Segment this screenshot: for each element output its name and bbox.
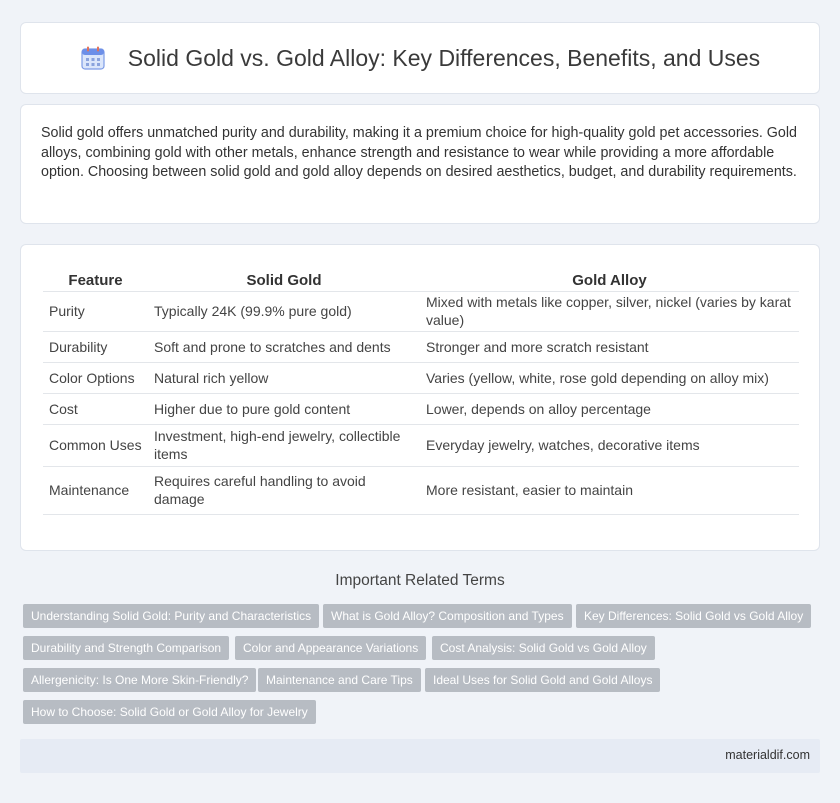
solid-gold-cell: Higher due to pure gold content — [148, 393, 420, 424]
feature-cell: Color Options — [43, 362, 148, 393]
intro-text: Solid gold offers unmatched purity and durability, making it a premium choice for high-quality gold pet accessories. Gold alloys, combining gold with other metals, enhance strength and resistance to wear while providing a more affordable option. Choosing between solid gold and gold alloy depends on desired aesthetics, budget, and durability requirements. — [41, 125, 798, 180]
table-row — [43, 331, 799, 362]
solid-gold-cell: Investment, high-end jewelry, collectible items — [148, 424, 420, 466]
related-tag[interactable]: Key Differences: Solid Gold vs Gold Alloy — [576, 604, 811, 628]
gold-alloy-cell: Mixed with metals like copper, silver, nickel (varies by karat value) — [420, 291, 799, 331]
feature-cell: Durability — [43, 331, 148, 362]
feature-cell: Maintenance — [43, 466, 148, 514]
feature-cell: Cost — [43, 393, 148, 424]
gold-alloy-cell: Lower, depends on alloy percentage — [420, 393, 799, 424]
header-card — [20, 22, 820, 94]
related-tag[interactable]: Ideal Uses for Solid Gold and Gold Alloys — [425, 668, 660, 692]
related-tag[interactable]: What is Gold Alloy? Composition and Types — [323, 604, 572, 628]
page-title: Solid Gold vs. Gold Alloy: Key Differences, Benefits, and Uses — [127, 44, 761, 71]
column-header-feature: Feature — [43, 263, 148, 291]
calendar-icon — [80, 45, 106, 71]
comparison-table — [43, 263, 799, 515]
feature-cell: Purity — [43, 291, 148, 331]
solid-gold-cell: Typically 24K (99.9% pure gold) — [148, 291, 420, 331]
footer-site-name[interactable]: materialdif.com — [725, 748, 810, 762]
feature-cell: Common Uses — [43, 424, 148, 466]
related-tag[interactable]: Allergenicity: Is One More Skin-Friendly? — [23, 668, 256, 692]
gold-alloy-cell: Everyday jewelry, watches, decorative items — [420, 424, 799, 466]
table-row — [43, 424, 799, 466]
related-tag[interactable]: Understanding Solid Gold: Purity and Characteristics — [23, 604, 319, 628]
table-row — [43, 466, 799, 514]
gold-alloy-cell: Stronger and more scratch resistant — [420, 331, 799, 362]
related-terms-title: Important Related Terms — [335, 572, 505, 589]
column-header-gold-alloy: Gold Alloy — [420, 263, 799, 291]
gold-alloy-cell: Varies (yellow, white, rose gold depending on alloy mix) — [420, 362, 799, 393]
column-header-solid-gold: Solid Gold — [148, 263, 420, 291]
related-tag[interactable]: Maintenance and Care Tips — [258, 668, 421, 692]
solid-gold-cell: Soft and prone to scratches and dents — [148, 331, 420, 362]
comparison-card — [20, 244, 820, 551]
related-tag[interactable]: How to Choose: Solid Gold or Gold Alloy for Jewelry — [23, 700, 316, 724]
table-row — [43, 291, 799, 331]
intro-card — [20, 104, 820, 224]
table-row — [43, 362, 799, 393]
table-header-row — [43, 263, 799, 291]
gold-alloy-cell: More resistant, easier to maintain — [420, 466, 799, 514]
footer — [20, 739, 820, 773]
related-tag[interactable]: Durability and Strength Comparison — [23, 636, 229, 660]
related-tag[interactable]: Cost Analysis: Solid Gold vs Gold Alloy — [432, 636, 655, 660]
related-tag[interactable]: Color and Appearance Variations — [235, 636, 426, 660]
table-row — [43, 393, 799, 424]
solid-gold-cell: Requires careful handling to avoid damage — [148, 466, 420, 514]
solid-gold-cell: Natural rich yellow — [148, 362, 420, 393]
